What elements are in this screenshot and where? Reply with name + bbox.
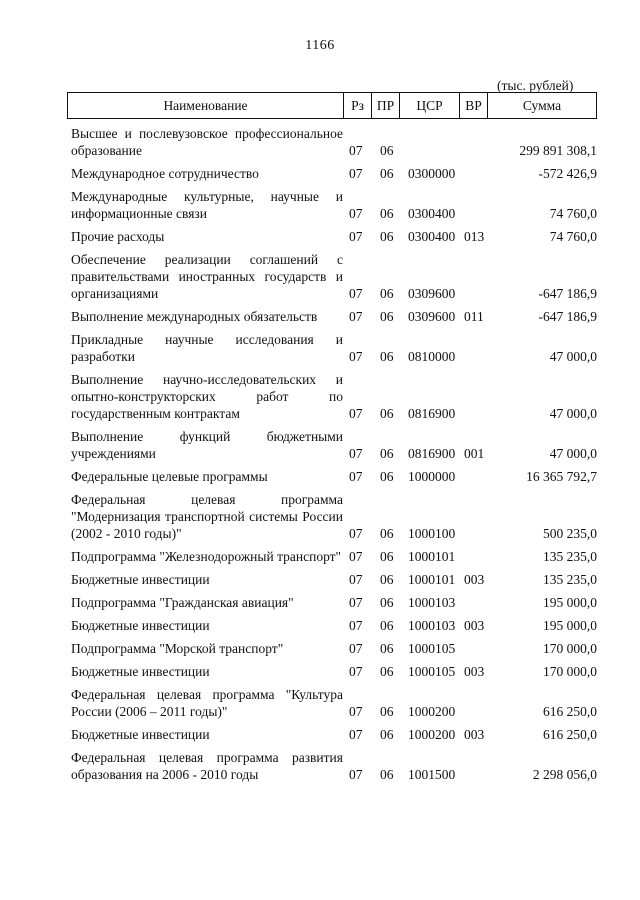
row-sum: -647 186,9	[538, 286, 597, 301]
row-name: Подпрограмма "Гражданская авиация"	[71, 595, 294, 610]
row-csr: 1001500	[408, 767, 456, 782]
row-sum: 2 298 056,0	[532, 767, 597, 782]
header-rz: Рз	[344, 93, 372, 118]
row-csr: 0309600	[408, 309, 456, 324]
table-row	[0, 594, 640, 611]
row-name: Прикладные научные исследования и разработки	[71, 332, 343, 364]
row-sum: 135 235,0	[543, 572, 597, 587]
row-csr: 1000101	[408, 572, 456, 587]
row-pr: 06	[380, 727, 394, 742]
row-sum: 616 250,0	[543, 704, 597, 719]
table-row	[0, 726, 640, 743]
row-name: Обеспечение реализации соглашений с правительствами иностранных государств и организациями	[71, 252, 343, 301]
row-rz: 07	[349, 727, 363, 742]
table-row	[0, 686, 640, 720]
row-name: Бюджетные инвестиции	[71, 727, 210, 742]
row-csr: 1000105	[408, 664, 456, 679]
row-csr: 1000101	[408, 549, 456, 564]
row-name: Федеральные целевые программы	[71, 469, 268, 484]
row-pr: 06	[380, 469, 394, 484]
row-name: Международное сотрудничество	[71, 166, 259, 181]
row-csr: 1000103	[408, 618, 456, 633]
table-row	[0, 188, 640, 222]
row-csr: 0300400	[408, 206, 456, 221]
row-name: Бюджетные инвестиции	[71, 664, 210, 679]
page-number: 1166	[305, 38, 335, 53]
row-pr: 06	[380, 406, 394, 421]
table-row	[0, 228, 640, 245]
row-csr: 1000000	[408, 469, 456, 484]
row-sum: 74 760,0	[549, 206, 597, 221]
row-name: Бюджетные инвестиции	[71, 618, 210, 633]
row-vr: 013	[464, 229, 485, 244]
header-name: Наименование	[68, 93, 344, 118]
row-sum: 47 000,0	[549, 446, 597, 461]
row-pr: 06	[380, 526, 394, 541]
row-sum: 195 000,0	[543, 595, 597, 610]
row-csr: 0300400	[408, 229, 456, 244]
row-name: Подпрограмма "Железнодорожный транспорт"	[71, 549, 342, 564]
table-row	[0, 749, 640, 783]
table-row	[0, 428, 640, 462]
row-rz: 07	[349, 229, 363, 244]
row-sum: 47 000,0	[549, 349, 597, 364]
row-rz: 07	[349, 143, 363, 158]
row-pr: 06	[380, 572, 394, 587]
table-row	[0, 331, 640, 365]
row-rz: 07	[349, 309, 363, 324]
table-row	[0, 571, 640, 588]
table-row	[0, 125, 640, 159]
row-rz: 07	[349, 526, 363, 541]
row-csr: 1000105	[408, 641, 456, 656]
row-pr: 06	[380, 595, 394, 610]
row-csr: 0816900	[408, 406, 456, 421]
header-vr: ВР	[460, 93, 488, 118]
row-vr: 001	[464, 446, 485, 461]
row-rz: 07	[349, 641, 363, 656]
table-row	[0, 165, 640, 182]
row-name: Прочие расходы	[71, 229, 165, 244]
header-pr: ПР	[372, 93, 400, 118]
row-rz: 07	[349, 446, 363, 461]
row-pr: 06	[380, 664, 394, 679]
row-name: Высшее и послевузовское профессиональное образование	[71, 126, 343, 158]
row-pr: 06	[380, 166, 394, 181]
row-pr: 06	[380, 704, 394, 719]
row-sum: 16 365 792,7	[526, 469, 597, 484]
row-sum: 500 235,0	[543, 526, 597, 541]
row-csr: 0300000	[408, 166, 456, 181]
row-csr: 0309600	[408, 286, 456, 301]
table-row	[0, 491, 640, 542]
row-rz: 07	[349, 767, 363, 782]
row-name: Федеральная целевая программа "Культура России (2006 – 2011 годы)"	[71, 687, 343, 719]
row-csr: 1000103	[408, 595, 456, 610]
row-name: Подпрограмма "Морской транспорт"	[71, 641, 284, 656]
table-row	[0, 251, 640, 302]
row-rz: 07	[349, 595, 363, 610]
row-vr: 003	[464, 727, 485, 742]
row-sum: -647 186,9	[538, 309, 597, 324]
table-header	[67, 92, 597, 119]
row-rz: 07	[349, 618, 363, 633]
row-rz: 07	[349, 286, 363, 301]
table-row	[0, 617, 640, 634]
table-row	[0, 548, 640, 565]
row-rz: 07	[349, 549, 363, 564]
row-vr: 003	[464, 664, 485, 679]
row-csr: 1000200	[408, 727, 456, 742]
table-row	[0, 308, 640, 325]
row-name: Бюджетные инвестиции	[71, 572, 210, 587]
row-rz: 07	[349, 469, 363, 484]
table-body	[0, 125, 640, 789]
row-sum: -572 426,9	[538, 166, 597, 181]
row-sum: 47 000,0	[549, 406, 597, 421]
row-name: Федеральная целевая программа развития образования на 2006 - 2010 годы	[71, 750, 343, 782]
row-pr: 06	[380, 549, 394, 564]
row-rz: 07	[349, 704, 363, 719]
row-csr: 1000200	[408, 704, 456, 719]
row-vr: 011	[464, 309, 484, 324]
row-sum: 170 000,0	[543, 664, 597, 679]
table-row	[0, 371, 640, 422]
row-csr: 0816900	[408, 446, 456, 461]
row-pr: 06	[380, 143, 394, 158]
row-rz: 07	[349, 206, 363, 221]
row-rz: 07	[349, 664, 363, 679]
row-name: Федеральная целевая программа "Модернизация транспортной системы России (2002 - 2010 годы)"	[71, 492, 343, 541]
row-name: Международные культурные, научные и информационные связи	[71, 189, 343, 221]
table-row	[0, 640, 640, 657]
row-vr: 003	[464, 572, 485, 587]
row-name: Выполнение научно-исследовательских и опытно-конструкторских работ по государственным контрактам	[71, 372, 343, 421]
row-sum: 135 235,0	[543, 549, 597, 564]
row-vr: 003	[464, 618, 485, 633]
table-row	[0, 468, 640, 485]
row-name: Выполнение функций бюджетными учреждениями	[71, 429, 343, 461]
header-sum: Сумма	[522, 98, 562, 113]
row-rz: 07	[349, 166, 363, 181]
row-pr: 06	[380, 767, 394, 782]
row-sum: 170 000,0	[543, 641, 597, 656]
row-pr: 06	[380, 229, 394, 244]
row-csr: 0810000	[408, 349, 456, 364]
row-name: Выполнение международных обязательств	[71, 309, 318, 324]
row-pr: 06	[380, 206, 394, 221]
row-pr: 06	[380, 641, 394, 656]
row-sum: 74 760,0	[549, 229, 597, 244]
row-pr: 06	[380, 309, 394, 324]
row-csr: 1000100	[408, 526, 456, 541]
header-csr: ЦСР	[400, 93, 460, 118]
units-label: (тыс. рублей)	[497, 78, 574, 93]
row-sum: 195 000,0	[543, 618, 597, 633]
row-pr: 06	[380, 349, 394, 364]
row-pr: 06	[380, 618, 394, 633]
row-rz: 07	[349, 406, 363, 421]
row-sum: 616 250,0	[543, 727, 597, 742]
row-pr: 06	[380, 286, 394, 301]
row-rz: 07	[349, 572, 363, 587]
row-pr: 06	[380, 446, 394, 461]
row-sum: 299 891 308,1	[519, 143, 597, 158]
row-rz: 07	[349, 349, 363, 364]
table-row	[0, 663, 640, 680]
